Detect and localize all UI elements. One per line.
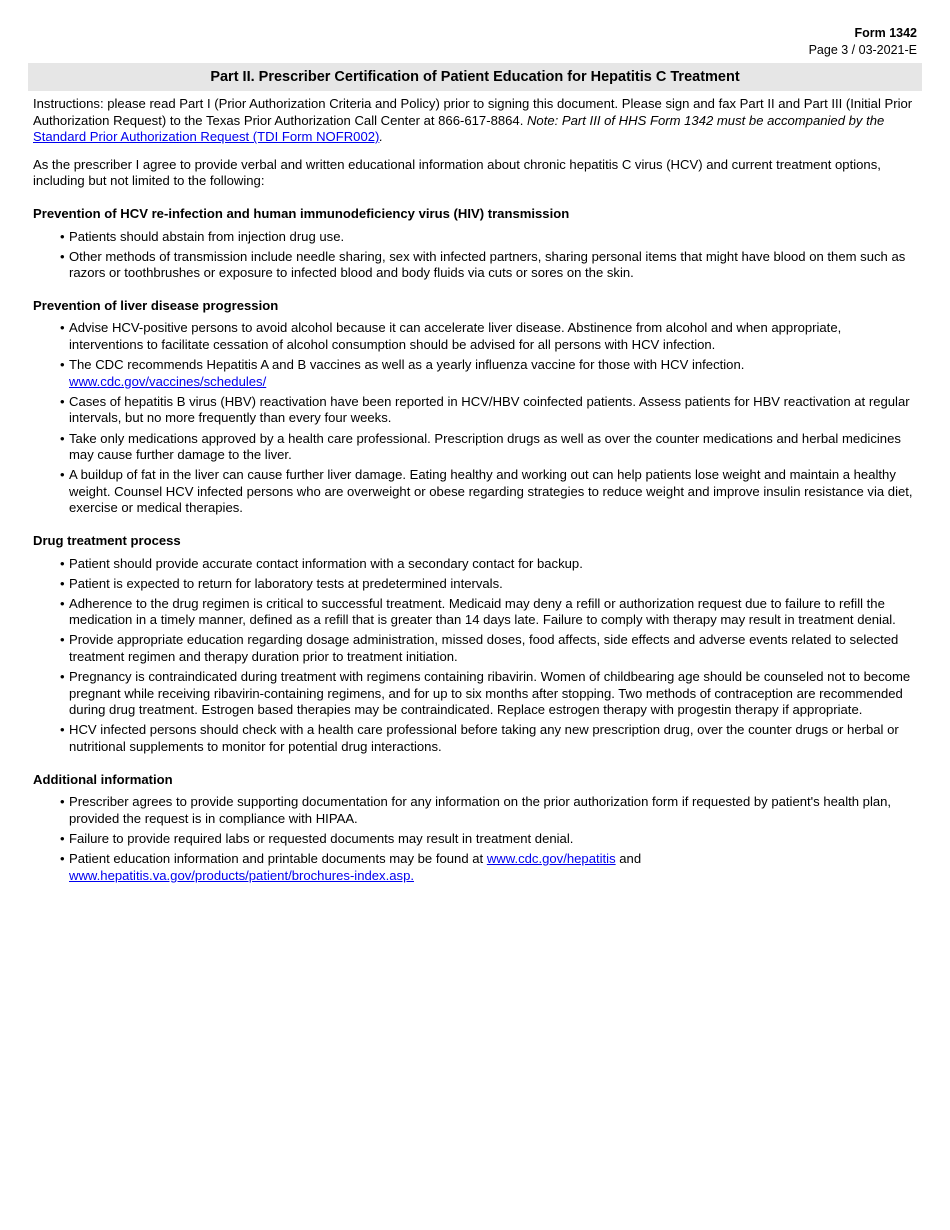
list-item: • HCV infected persons should check with a health care professional before taking any new prescription drug, over the counter drugs or herbal or nutritional supplements to monitor for potential drug interactions. (60, 722, 919, 755)
list-item (60, 851, 919, 884)
list-additional-info (33, 794, 919, 884)
instructions-text: Instructions: please read Part I (Prior Authorization Criteria and Policy) prior to signing this document. Please sign and fax Part II and Part III (Initial Prior Authorization Request) to the Texas Prior Authorization Call Center at 866-617-8864. (33, 96, 913, 128)
cdc-vaccines-link[interactable]: www.cdc.gov/vaccines/schedules/ (69, 373, 267, 389)
instructions-trailing: . (379, 129, 384, 145)
list-item-text: Patient education information and printable documents may be found at (69, 850, 487, 866)
list-item: • Provide appropriate education regarding dosage administration, missed doses, food affects, side effects and adverse events related to selected treatment regimen and therapy duration prior to treatment initiation. (60, 632, 919, 665)
list-item: • Pregnancy is contraindicated during treatment with regimens containing ribavirin. Women of childbearing age should be counseled not to become pregnant while receiving ribavirin-containing regimens, and for up to six months after stopping. Two methods of contraception are recommended during drug treatment. Estrogen based therapies may be contraindicated. Replace estrogen therapy with progestin therapy if appropriate. (60, 669, 919, 719)
cdc-hepatitis-link[interactable]: www.cdc.gov/hepatitis (486, 850, 616, 866)
instructions-note: Note: Part III of HHS Form 1342 must be accompanied by the (526, 112, 885, 128)
section-heading-liver-disease: Prevention of liver disease progression (33, 297, 279, 313)
list-item: • Prescriber agrees to provide supporting documentation for any information on the prior authorization form if requested by patient's health plan, provided the request is in compliance with HIPAA. (60, 794, 919, 827)
section-heading-drug-treatment: Drug treatment process (33, 532, 181, 548)
list-item-connector: and (615, 850, 642, 866)
list-item (60, 357, 919, 390)
section-heading-hcv-reinfection: Prevention of HCV re-infection and human immunodeficiency virus (HIV) transmission (33, 205, 570, 221)
title-bar (28, 63, 922, 91)
page-title: Part II. Prescriber Certification of Patient Education for Hepatitis C Treatment (210, 69, 740, 85)
page-info: Page 3 / 03-2021-E (808, 43, 917, 57)
list-item: • Patient should provide accurate contact information with a secondary contact for backup. (60, 556, 919, 573)
list-item: • Patient is expected to return for laboratory tests at predetermined intervals. (60, 576, 919, 593)
va-hepatitis-brochures-link[interactable]: www.hepatitis.va.gov/products/patient/brochures-index.asp. (69, 867, 414, 883)
list-drug-treatment (33, 556, 919, 756)
list-item: • Patients should abstain from injection drug use. (60, 229, 919, 246)
form-number: Form 1342 (854, 26, 917, 40)
list-item: • Take only medications approved by a health care professional. Prescription drugs as well as over the counter medications and herbal medicines may cause further damage to the liver. (60, 431, 919, 464)
intro-paragraph: As the prescriber I agree to provide verbal and written educational information about chronic hepatitis C virus (HCV) and current treatment options, including but not limited to the following: (33, 156, 881, 189)
list-hcv-reinfection (33, 229, 919, 282)
list-liver-disease (33, 320, 919, 517)
list-item: • Failure to provide required labs or requested documents may result in treatment denial. (60, 831, 919, 848)
instructions-paragraph (33, 96, 919, 146)
list-item: • Other methods of transmission include needle sharing, sex with infected partners, sharing personal items that might have blood on them such as razors or toothbrushes or exposure to infected blood and body fluids via cuts or sores on the skin. (60, 249, 919, 282)
list-item: • Cases of hepatitis B virus (HBV) reactivation have been reported in HCV/HBV coinfected patients. Assess patients for HBV reactivation at regular intervals, but no more frequently than every four weeks. (60, 394, 919, 427)
list-item: • Adherence to the drug regimen is critical to successful treatment. Medicaid may deny a refill or authorization request due to failure to refill the medication in a timely manner, defined as a refill that is greater than 14 days late. Failure to comply with therapy may result in treatment denial. (60, 596, 919, 629)
list-item: • A buildup of fat in the liver can cause further liver damage. Eating healthy and working out can help patients lose weight and maintain a healthy weight. Counsel HCV infected persons who are overweight or obese regarding strategies to reduce weight and improve insulin resistance via diet, exercise or medical therapies. (60, 467, 919, 517)
section-heading-additional-info: Additional information (33, 771, 173, 787)
form-header (809, 25, 917, 59)
list-item-text: The CDC recommends Hepatitis A and B vaccines as well as a yearly influenza vaccine for those with HCV infection. (69, 357, 745, 373)
nofr002-form-link[interactable]: Standard Prior Authorization Request (TDI Form NOFR002) (33, 129, 380, 145)
list-item: • Advise HCV-positive persons to avoid alcohol because it can accelerate liver disease. Abstinence from alcohol and when appropriate, interventions to facilitate cessation of alcohol consumption should be advised for all persons with HCV infection. (60, 320, 919, 353)
document-body (33, 96, 919, 888)
